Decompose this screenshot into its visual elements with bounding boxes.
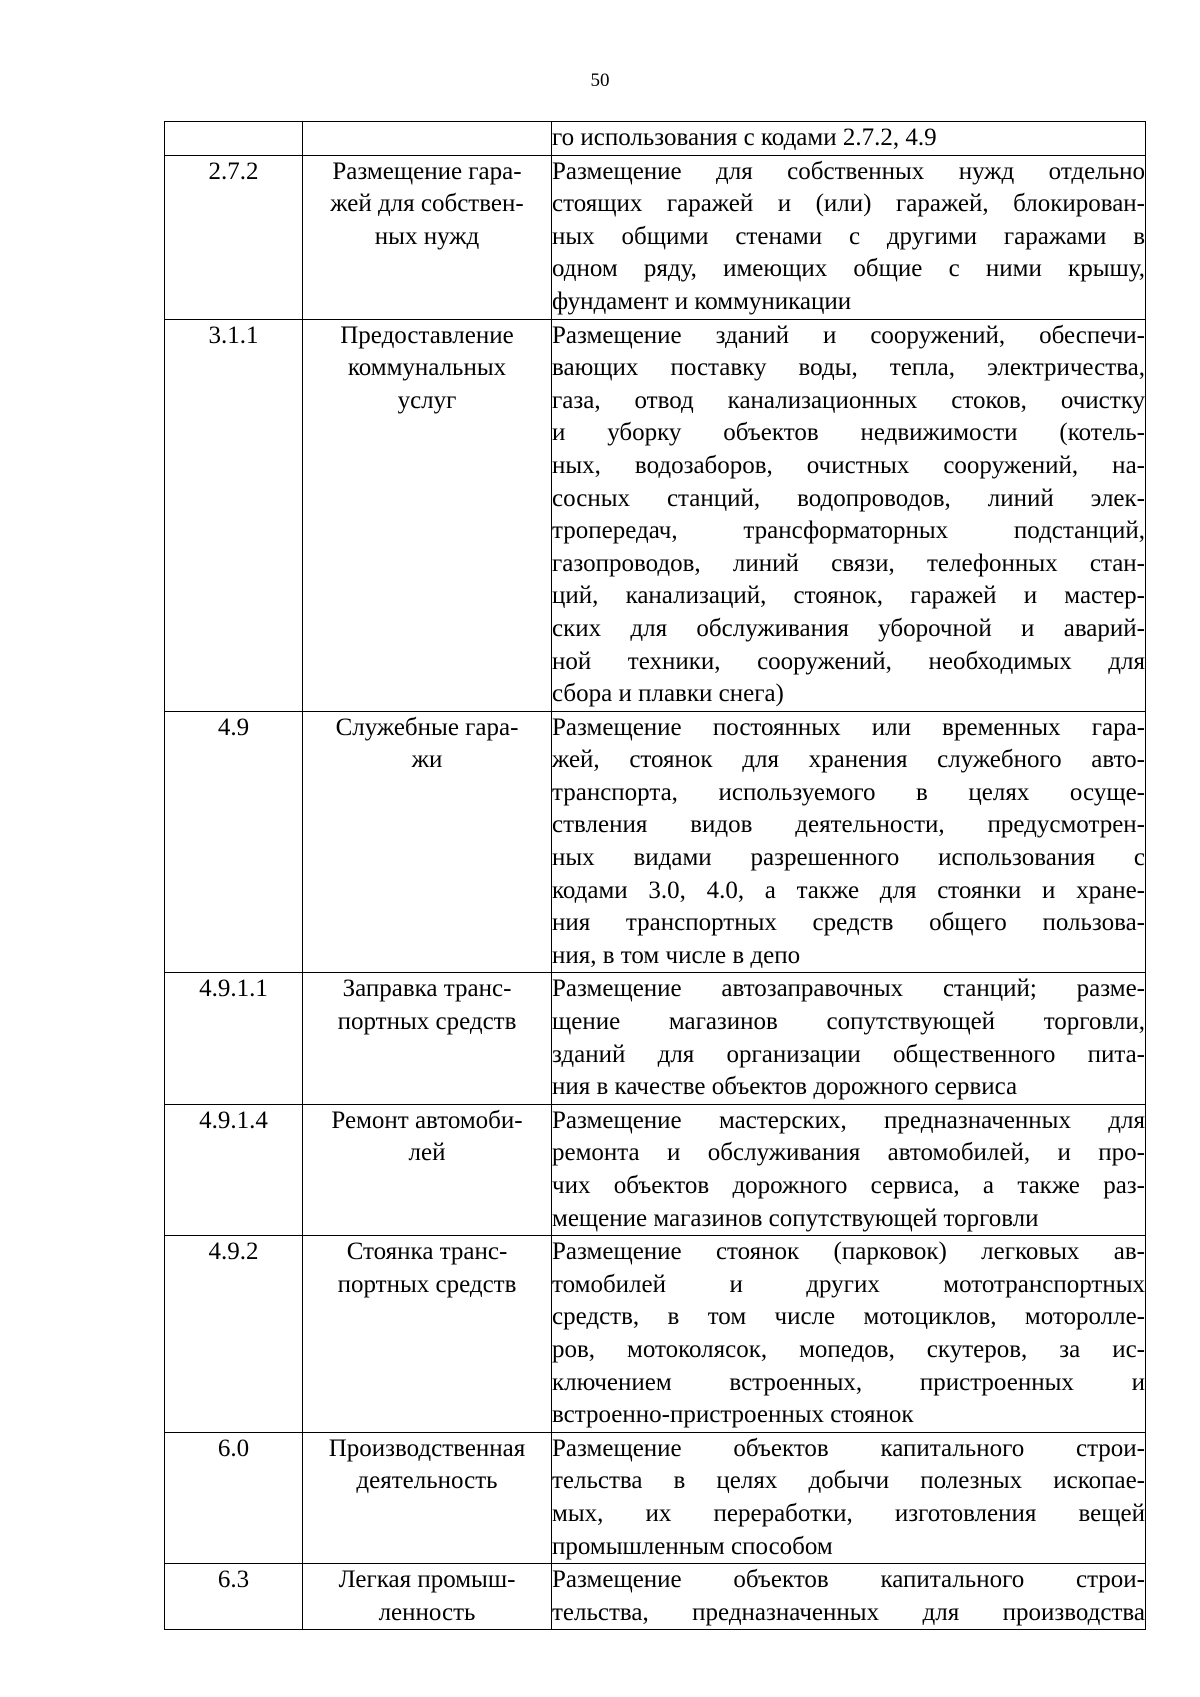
table-row [165,711,1146,973]
table-row [165,1564,1146,1630]
name-line: услуг [397,386,457,414]
description-line: тельства, предназначенных для производства [552,1598,1145,1626]
name-line: Ремонт автомоби- [331,1106,523,1134]
cell-description [552,1432,1146,1563]
table-body [165,122,1146,1630]
description-line: газа, отвод канализационных стоков, очистку [552,386,1145,414]
cell-description [552,155,1146,319]
description-line: транспорта, используемого в целях осуще- [552,778,1145,806]
description-line: стоящих гаражей и (или) гаражей, блокирован- [552,190,1145,218]
table-row [165,1432,1146,1563]
description-line: томобилей и других мототранспортных [552,1270,1145,1298]
name-line: Производственная [328,1434,526,1462]
cell-name [303,122,552,156]
cell-name [303,1432,552,1563]
cell-description [552,319,1146,711]
name-line: жей для собствен- [330,190,524,218]
description-line: ной техники, сооружений, необходимых для [552,647,1145,675]
name-line: портных средств [337,1270,517,1298]
name-line: ленность [378,1598,476,1626]
cell-code: 3.1.1 [165,319,303,711]
description-line: вающих поставку воды, тепла, электричества, [552,354,1145,382]
description-line: зданий для организации общественного пита- [552,1040,1145,1068]
page-number: 50 [590,70,610,91]
table-row [165,122,1146,156]
name-line: жи [411,746,443,774]
cell-name [303,1236,552,1433]
description-line: одном ряду, имеющих общие с ними крышу, [552,255,1145,283]
cell-code: 4.9.1.4 [165,1104,303,1235]
description-line: и уборку объектов недвижимости (котель- [552,419,1145,447]
cell-code: 2.7.2 [165,155,303,319]
description-line: Размещение зданий и сооружений, обеспечи- [552,321,1145,349]
description-line: Размещение для собственных нужд отдельно [552,157,1145,185]
name-line: Заправка транс- [342,975,512,1003]
description-line: средств, в том числе мотоциклов, мотороллe- [552,1303,1145,1331]
cell-name [303,1104,552,1235]
description-line: ния транспортных средств общего пользова- [552,909,1145,937]
description-line: сбора и плавки снега) [552,680,784,708]
description-line: ных общими стенами с другими гаражами в [552,222,1145,250]
table-row [165,1236,1146,1433]
name-line: коммунальных [347,354,507,382]
table-row [165,973,1146,1104]
description-line: Размещение стоянок (парковок) легковых ав- [552,1238,1145,1266]
description-line: Размещение объектов капитального строи- [552,1434,1145,1462]
land-use-table [164,121,1146,1630]
description-line: Размещение постоянных или временных гара- [552,713,1145,741]
name-line: деятельность [356,1467,498,1495]
description-line: мых, их переработки, изготовления вещей [552,1499,1145,1527]
name-line: портных средств [337,1008,517,1036]
description-line: чих объектов дорожного сервиса, а также раз- [552,1172,1145,1199]
description-line: газопроводов, линий связи, телефонных стан- [552,549,1145,577]
description-line: Размещение автозаправочных станций; разме- [552,975,1145,1003]
cell-name [303,155,552,319]
cell-description [552,1236,1146,1433]
cell-name [303,1564,552,1630]
name-line: Служебные гара- [335,713,519,741]
description-line: мещение магазинов сопутствующей торговли [552,1204,1039,1232]
description-line: ремонта и обслуживания автомобилей, и про- [552,1139,1145,1167]
table-row [165,155,1146,319]
table-row [165,319,1146,711]
description-line: ных видами разрешенного использования с [552,844,1145,872]
description-line: ных, водозаборов, очистных сооружений, на- [552,451,1145,479]
description-line: фундамент и коммуникации [552,287,852,315]
cell-code: 4.9.2 [165,1236,303,1433]
name-line: Легкая промыш- [338,1566,516,1594]
table-row [165,1104,1146,1235]
description-line: Размещение мастерских, предназначенных для [552,1106,1145,1134]
description-line: щение магазинов сопутствующей торговли, [552,1008,1145,1036]
description-line: кодами 3.0, 4.0, а также для стоянки и хране- [552,876,1145,904]
description-line: го использования с кодами 2.7.2, 4.9 [552,124,937,151]
description-line: Размещение объектов капитального строи- [552,1566,1145,1594]
cell-code: 4.9 [165,711,303,973]
description-line: промышленным способом [552,1532,833,1560]
description-line: ния, в том числе в депо [552,941,801,969]
cell-description [552,1564,1146,1630]
cell-name [303,711,552,973]
name-line: Стоянка транс- [346,1238,508,1266]
cell-code: 6.3 [165,1564,303,1630]
description-line: ров, мотоколясок, мопедов, скутеров, за ис- [552,1335,1145,1363]
description-line: жей, стоянок для хранения служебного авто- [552,746,1145,774]
cell-name [303,319,552,711]
description-line: сосных станций, водопроводов, линий элек- [552,484,1145,512]
description-line: ствления видов деятельности, предусмотрен- [552,811,1145,839]
description-line: тропередач, трансформаторных подстанций, [552,517,1145,545]
name-line: ных нужд [374,222,480,250]
description-line: ций, канализаций, стоянок, гаражей и мастер- [552,582,1145,610]
cell-description [552,711,1146,973]
cell-code: 6.0 [165,1432,303,1563]
description-line: ключением встроенных, пристроенных и [552,1368,1145,1396]
cell-description [552,122,1146,156]
cell-description [552,1104,1146,1235]
cell-description [552,973,1146,1104]
description-line: ских для обслуживания уборочной и аварий- [552,614,1145,642]
description-line: ния в качестве объектов дорожного сервиса [552,1073,1018,1101]
description-line: встроенно-пристроенных стоянок [552,1401,914,1429]
description-line: тельства в целях добычи полезных ископае- [552,1467,1145,1495]
name-line: лей [408,1139,446,1167]
cell-code [165,122,303,156]
cell-code: 4.9.1.1 [165,973,303,1104]
name-line: Размещение гара- [332,157,522,185]
cell-name [303,973,552,1104]
name-line: Предоставление [340,321,514,349]
